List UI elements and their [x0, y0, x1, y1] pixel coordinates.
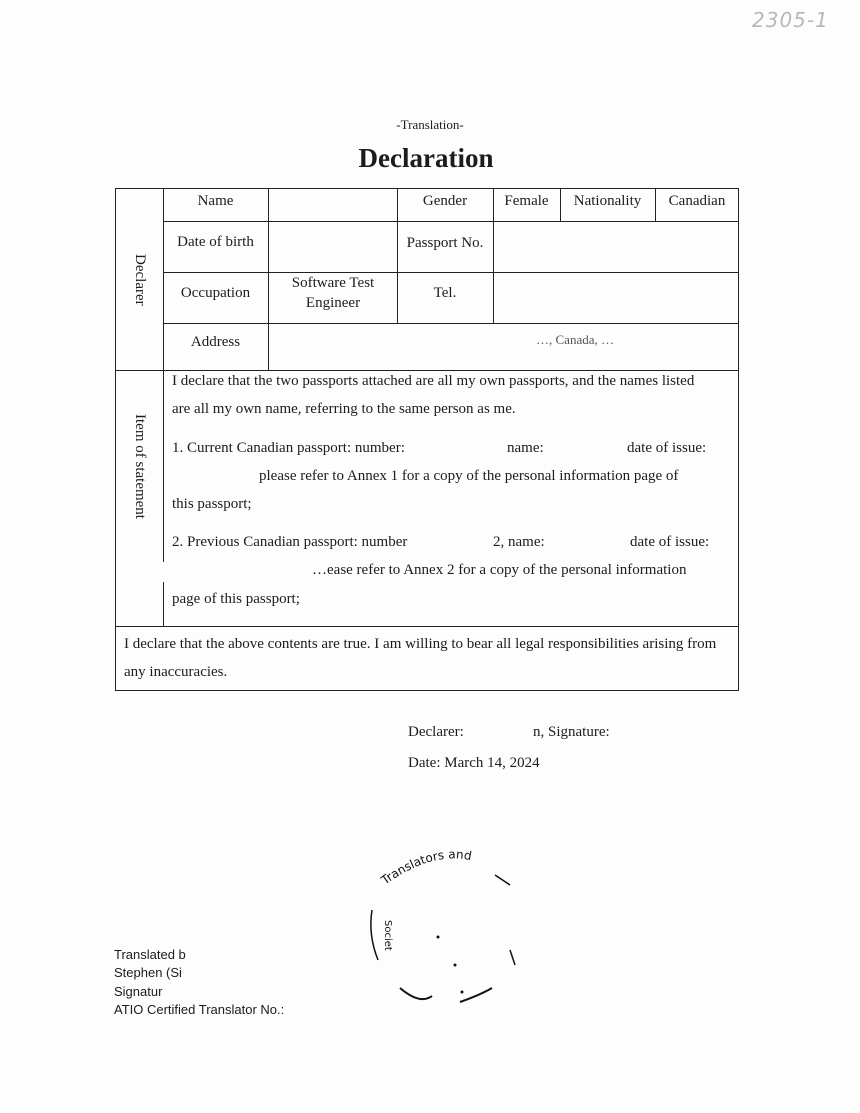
item2-number: 2. Previous Canadian passport: number: [172, 534, 408, 550]
handwritten-note: 2305-1: [752, 8, 829, 32]
item1-annex: please refer to Annex 1 for a copy of the personal information page of: [259, 468, 679, 484]
address-value: …, Canada, …: [536, 332, 614, 347]
address-label: Address: [190, 334, 241, 350]
translator-line-3: Signatur: [114, 984, 163, 999]
seal-side-text: Societ: [382, 920, 393, 951]
declaration-text: I declare that the above contents are true. I am willing to bear all legal responsibilities arising from any inaccuracies.: [124, 636, 717, 680]
passport-label: Passport No.: [406, 235, 484, 251]
column-divider: [163, 582, 164, 626]
declarer-heading: Declarer: [132, 253, 148, 306]
statement-intro: I declare that the two passports attached are all my own passports, and the names listed are all my own name, referring to the same person as me.: [172, 373, 695, 417]
occupation-label: Occupation: [180, 285, 251, 301]
section-divider: [116, 626, 739, 627]
gender-label: Gender: [422, 193, 468, 209]
signature-label: n, Signature:: [533, 724, 610, 740]
item1-date: date of issue:: [627, 440, 707, 456]
item2-annex: …ease refer to Annex 2 for a copy of the personal information: [312, 562, 687, 578]
item1-number: 1. Current Canadian passport: number:: [172, 440, 405, 456]
declarer-label: Declarer:: [408, 724, 464, 740]
document-title: Declaration: [358, 143, 494, 173]
gender-value: Female: [504, 193, 549, 209]
item2-date: date of issue:: [630, 534, 710, 550]
translator-seal: [360, 840, 550, 1010]
declaration-table: [115, 188, 739, 691]
statement-heading: Item of statement: [132, 413, 148, 519]
column-divider: [268, 189, 269, 370]
item1-tail: this passport;: [172, 496, 252, 512]
dob-label: Date of birth: [177, 234, 254, 250]
item2-tail: page of this passport;: [172, 591, 300, 607]
seal-top-text: Translators and: [378, 847, 473, 888]
name-value: [268, 189, 397, 213]
item2-name: 2, name:: [493, 534, 545, 550]
document-subtitle: -Translation-: [396, 117, 464, 132]
column-divider: [163, 370, 164, 562]
nationality-label: Nationality: [573, 193, 642, 209]
translator-line-2: Stephen (Si: [114, 965, 182, 980]
occupation-value: Software Test Engineer: [291, 275, 375, 311]
nationality-value: Canadian: [668, 193, 726, 209]
declaration-date: Date: March 14, 2024: [408, 755, 540, 771]
item1-name: name:: [507, 440, 544, 456]
tel-label: Tel.: [433, 285, 457, 301]
name-label: Name: [197, 193, 234, 209]
translator-line-1: Translated b: [114, 947, 186, 962]
translator-line-4: ATIO Certified Translator No.:: [114, 1002, 285, 1017]
